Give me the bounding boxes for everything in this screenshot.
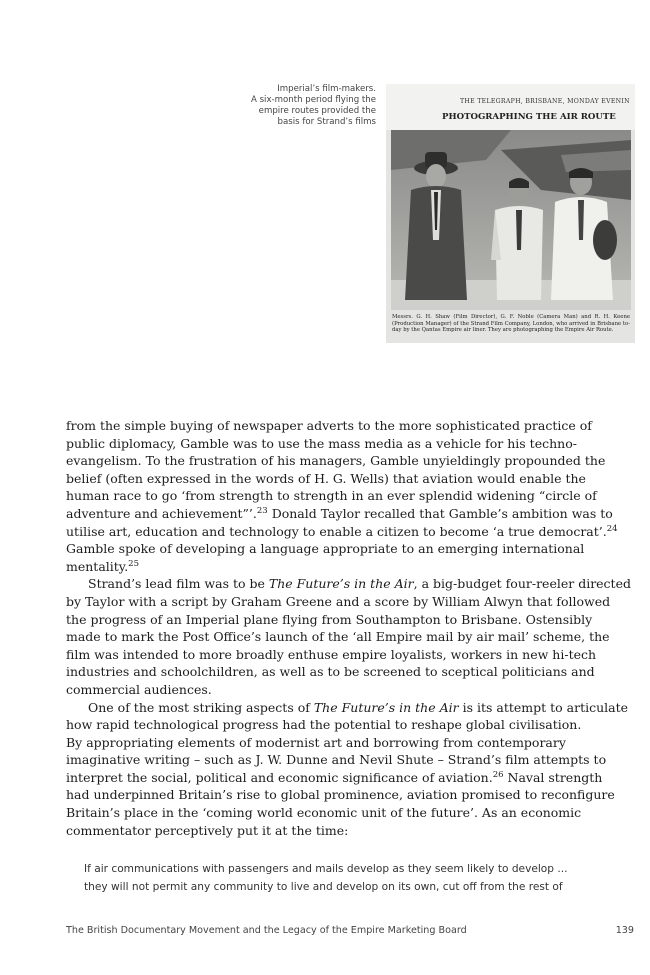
figure-caption bbox=[230, 84, 376, 128]
text-run: is its attempt to articulate bbox=[458, 699, 629, 715]
footnote-ref-23[interactable]: 23 bbox=[256, 505, 268, 516]
text-run: mentality. bbox=[66, 558, 129, 574]
text-line bbox=[66, 575, 631, 593]
text-run: interpret the social, political and economic significance of aviation. bbox=[66, 769, 493, 785]
film-title: The Future’s in the Air bbox=[313, 699, 459, 715]
text-line: from the simple buying of newspaper adverts to the more sophisticated practice of bbox=[66, 418, 592, 433]
caption-line: empire routes provided the bbox=[258, 106, 376, 116]
footnote-ref-26[interactable]: 26 bbox=[492, 769, 504, 780]
text-line: had underpinned Britain’s rise to global prominence, aviation promised to reconfigure bbox=[66, 787, 615, 803]
footnote-ref-24[interactable]: 24 bbox=[606, 523, 618, 534]
paragraph bbox=[66, 575, 631, 698]
text-line: industries and schoolchildren, as well as to be screened to sceptical politicians and bbox=[66, 664, 595, 680]
clipping-caption: Messrs. G. H. Shaw (Film Director), G. F. Noble (Camera Man) and R. H. Keene (Production Manager) of the Strand Film Company, London, who arrived in Brisbane to-day by the Qantas Empire air liner. They are photographing the Empire Air Route. bbox=[392, 314, 630, 334]
text-line: the progress of an Imperial plane flying from Southampton to Brisbane. Ostensibly bbox=[66, 611, 593, 627]
caption-line: basis for Strand’s films bbox=[277, 117, 376, 127]
quote-line: If air communications with passengers and mails develop as they seem likely to develop ... bbox=[84, 863, 568, 875]
text-line: commentator perceptively put it at the time: bbox=[66, 822, 349, 838]
text-line: Britain’s place in the ‘coming world economic unit of the future’. As an economic bbox=[66, 805, 582, 821]
text-run: Naval strength bbox=[503, 769, 603, 785]
newspaper-clipping-image bbox=[386, 84, 635, 343]
text-run: One of the most striking aspects of bbox=[88, 699, 314, 715]
clipping-headline: PHOTOGRAPHING THE AIR ROUTE bbox=[442, 112, 616, 122]
text-line: Gamble spoke of developing a language appropriate to an emerging international bbox=[66, 541, 585, 557]
block-quote bbox=[84, 860, 584, 896]
clipping-header bbox=[386, 84, 635, 130]
text-run: adventure and achievement”’. bbox=[66, 505, 257, 521]
text-run: utilise art, education and technology to enable a citizen to become ‘a true democrat’. bbox=[66, 523, 607, 539]
text-line: made to mark the Post Office’s launch of the ‘all Empire mail by air mail’ scheme, the bbox=[66, 629, 610, 645]
footnote-ref-25[interactable]: 25 bbox=[128, 558, 139, 569]
text-line bbox=[66, 523, 618, 541]
text-line: imaginative writing – such as J. W. Dunne and Nevil Shute – Strand’s film attempts to bbox=[66, 752, 607, 768]
quote-line: they will not permit any community to live and develop on its own, cut off from the rest of bbox=[84, 881, 563, 893]
text-line: commercial audiences. bbox=[66, 681, 212, 697]
text-line: evangelism. To the frustration of his managers, Gamble unyieldingly propounded the bbox=[66, 453, 606, 469]
text-line: film was intended to more broadly enthuse empire loyalists, workers in new hi-tech bbox=[66, 646, 597, 662]
text-line: how rapid technological progress had the potential to reshape global civilisation. bbox=[66, 717, 582, 733]
text-run: , a big-budget four-reeler directed bbox=[413, 576, 631, 592]
caption-line: Imperial’s film-makers. bbox=[277, 84, 376, 94]
body-text bbox=[66, 417, 631, 839]
text-line bbox=[66, 699, 629, 717]
text-line: By appropriating elements of modernist art and borrowing from contemporary bbox=[66, 734, 566, 750]
paragraph bbox=[66, 699, 629, 840]
page-number: 139 bbox=[615, 925, 634, 936]
running-footer-title: The British Documentary Movement and the Legacy of the Empire Marketing Board bbox=[66, 925, 467, 936]
text-line: by Taylor with a script by Graham Greene and a score by William Alwyn that followed bbox=[66, 593, 611, 609]
text-run: Strand’s lead film was to be bbox=[88, 576, 269, 592]
text-run: Donald Taylor recalled that Gamble’s ambition was to bbox=[267, 505, 613, 521]
film-title: The Future’s in the Air bbox=[268, 576, 414, 592]
text-line bbox=[66, 558, 596, 576]
caption-line: A six-month period flying the bbox=[250, 95, 376, 105]
text-line bbox=[66, 769, 603, 787]
clipping-masthead: THE TELEGRAPH, BRISBANE, MONDAY EVENIN bbox=[460, 98, 630, 105]
text-line bbox=[66, 505, 613, 523]
text-line: public diplomacy, Gamble was to use the mass media as a vehicle for his techno- bbox=[66, 435, 577, 451]
text-line: human race to go ‘from strength to strength in an ever splendid widening “circle of bbox=[66, 488, 597, 504]
paragraph bbox=[66, 417, 618, 575]
text-line: belief (often expressed in the words of H. G. Wells) that aviation would enable the bbox=[66, 470, 586, 486]
three-men-photo bbox=[391, 130, 631, 310]
